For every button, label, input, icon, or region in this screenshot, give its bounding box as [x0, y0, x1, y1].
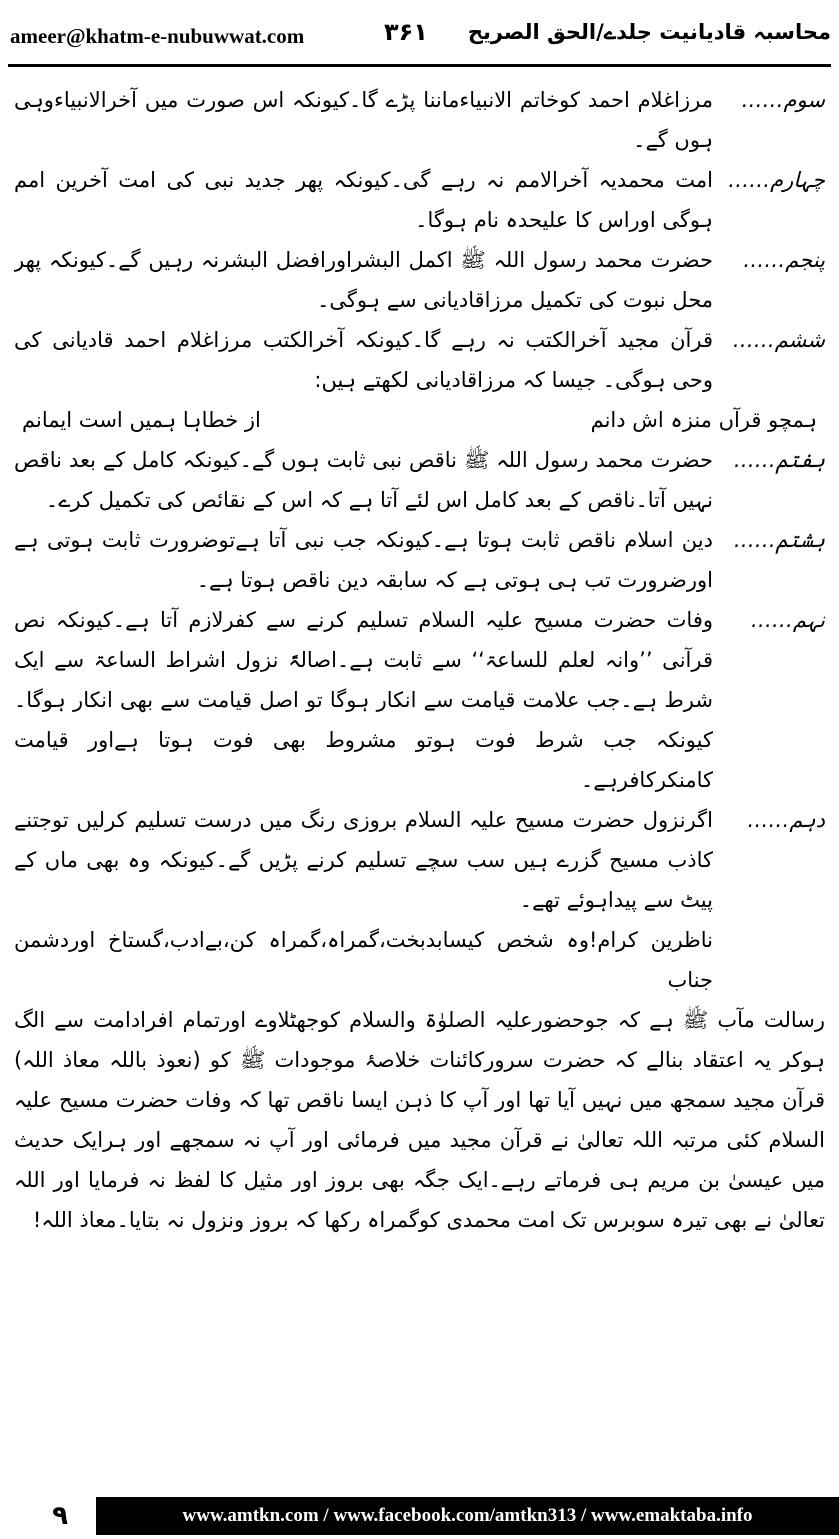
closing-first-line: ناظرین کرام!وہ شخص کیسابدبخت،گمراہ،گمراہ کن،بےادب،گستاخ اوردشمن جناب [14, 928, 713, 992]
point-4 [14, 160, 825, 240]
persian-verse [14, 400, 825, 440]
point-label: ششم…… [732, 328, 825, 352]
point-text: قرآن مجید آخرالکتب نہ رہے گا۔کیونکہ آخرالکتب مرزاغلام احمد قادیانی کی وحی ہوگی۔ جیسا کہ مرزاقادیانی لکھتے ہیں: [14, 328, 713, 392]
footer-links: www.amtkn.com / www.facebook.com/amtkn313 / www.emaktaba.info [182, 1505, 753, 1526]
point-label: پنجم…… [743, 248, 825, 272]
header-email: ameer@khatm-e-nubuwwat.com [10, 24, 305, 48]
header-divider [8, 64, 831, 67]
point-text: حضرت محمد رسول اللہ ﷺ اکمل البشراورافضل البشرنہ رہیں گے۔کیونکہ پھر محل نبوت کی تکمیل مرزاقادیانی سے ہوگی۔ [14, 248, 713, 312]
point-label: ہشتم…… [733, 528, 825, 552]
point-5 [14, 240, 825, 320]
point-text: اگرنزول حضرت مسیح علیہ السلام بروزی رنگ میں درست تسلیم کرلیں توجتنے کاذب مسیح گزرے ہیں سب سچے تسلیم کرنے پڑیں گے۔کیونکہ وہ بھی ماں کے پیٹ سے پیداہوئے تھے۔ [14, 808, 713, 912]
point-label: نہم…… [750, 608, 825, 632]
point-label: سوم…… [741, 88, 825, 112]
point-text: دین اسلام ناقص ثابت ہوتا ہے۔کیونکہ جب نبی آتا ہےتوضرورت ثابت ہوتی ہے اورضرورت تب ہی ہوتی ہے کہ سابقہ دین ناقص ہوتا ہے۔ [14, 528, 713, 592]
point-10 [14, 800, 825, 920]
point-7 [14, 440, 825, 520]
page-body [14, 80, 825, 1475]
page-footer [0, 1497, 839, 1539]
point-text: حضرت محمد رسول اللہ ﷺ ناقص نبی ثابت ہوں گے۔کیونکہ کامل کے بعد ناقص نہیں آتا۔ناقص کے بعد کامل اس لئے آتا ہے کہ اس کے نقائص کی تکمیل کرے۔ [14, 448, 713, 512]
closing-paragraph: رسالت مآب ﷺ ہے کہ جوحضورعلیہ الصلوٰۃ والسلام کوجھٹلاوے اورتمام افرادامت سے الگ ہوکر یہ اعتقاد بنالے کہ حضرت سرورکائنات خلاصۂ موجودات ﷺ کو (نعوذ باللہ معاذ اللہ) قرآن مجید سمجھ میں نہیں آیا تھا اور آپ کا ذہن ایسا ناقص تھا کہ وفات حضرت مسیح علیہ السلام کئی مرتبہ اللہ تعالیٰ نے قرآن مجید میں فرمائی اور آپ نہ سمجھے اور ہرایک حدیث میں عیسیٰ بن مریم ہی فرماتے رہے۔ایک جگہ بھی بروز اور مثیل کا لفظ نہ فرمایا اور اللہ تعالیٰ نے بھی تیرہ سوبرس تک امت محمدی کوگمراہ رکھا کہ بروز ونزول نہ بتایا۔معاذ اللہ! [14, 1008, 825, 1232]
point-3 [14, 80, 825, 160]
page-header [0, 18, 839, 62]
point-text: وفات حضرت مسیح علیہ السلام تسلیم کرنے سے کفرلازم آتا ہے۔کیونکہ نص قرآنی ’’وانہ لعلم للساعۃ‘‘ سے ثابت ہے۔اصالۃً نزول اشراط الساعۃ سے ایک شرط ہے۔جب علامت قیامت سے انکار ہوگا تو اصل قیامت سے بھی انکار ہوگا۔کیونکہ جب شرط فوت ہوتو مشروط بھی فوت ہوتا ہےاور قیامت کامنکرکافرہے۔ [14, 608, 713, 792]
point-text: امت محمدیہ آخرالامم نہ رہے گی۔کیونکہ پھر جدید نبی کی امت آخرین امم ہوگی اوراس کا علیحدہ نام ہوگا۔ [14, 168, 713, 232]
verse-second-half: از خطاہا ہمیں است ایمانم [22, 408, 261, 432]
point-label: دہم…… [747, 808, 825, 832]
header-book-title: محاسبہ قادیانیت جلدے/الحق الصریح [467, 20, 831, 44]
point-text: مرزاغلام احمد کوخاتم الانبیاءماننا پڑے گا۔کیونکہ اس صورت میں آخرالانبیاءوہی ہوں گے۔ [14, 88, 713, 152]
point-label: ہفتم…… [733, 448, 825, 472]
point-9 [14, 600, 825, 800]
point-6 [14, 320, 825, 400]
point-8 [14, 520, 825, 600]
point-label: چہارم…… [728, 168, 825, 192]
footer-volume-number: ۹ [52, 1501, 68, 1531]
verse-first-half: ہمچو قرآں منزہ اش دانم [590, 408, 817, 432]
header-page-number: ۳۶۱ [384, 18, 428, 46]
